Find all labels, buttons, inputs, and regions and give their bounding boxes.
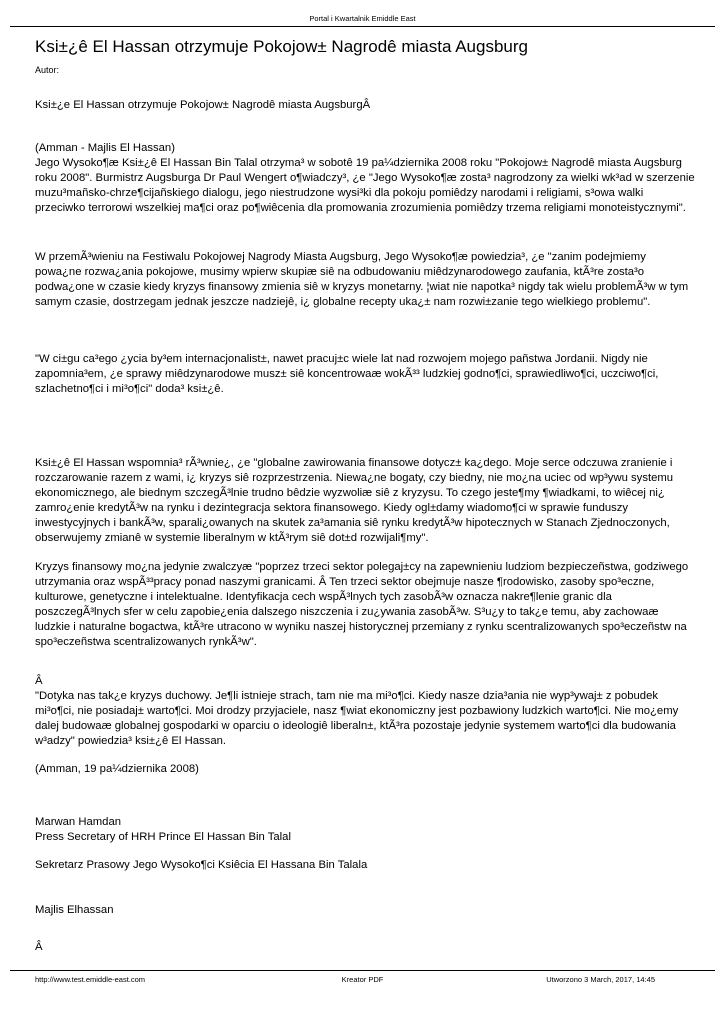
closing-date: (Amman, 19 pa¼dziernika 2008) bbox=[35, 763, 199, 775]
footer-generator: Kreator PDF bbox=[341, 975, 384, 984]
article-paragraph-6: "Dotyka nas tak¿e kryzys duchowy. Je¶li istnieje strach, tam nie ma mi³o¶ci. Kiedy nasze dzia³ania nie wyp³ywaj± z pobudek mi³o¶ci, nie posiadaj± warto¶ci. Moi drodzy przyjaciele, nasz ¶wiat ekonomiczny jest pozbawiony ludzkich warto¶ci. Nie mo¿emy dalej budowaæ globalnej gospodarki w oparciu o ideologiê liberaln±, ktÃ³ra pozostaje jedynie systemem warto¶ci dla budowania w³adzy" powiedzia³ ksi±¿ê El Hassan. bbox=[35, 690, 679, 747]
footer-created: Utworzono 3 March, 2017, 14:45 bbox=[546, 975, 655, 984]
article-lead: Ksi±¿e El Hassan otrzymuje Pokojow± Nagrodê miasta AugsburgÂ bbox=[35, 99, 371, 111]
dateline: (Amman - Majlis El Hassan) bbox=[35, 142, 175, 154]
signature-block bbox=[35, 815, 695, 845]
spacer-glyph: Â bbox=[35, 675, 43, 687]
article-title: Ksi±¿ê El Hassan otrzymuje Pokojow± Nagrodê miasta Augsburg bbox=[35, 37, 528, 56]
paragraph-text: Jego Wysoko¶æ Ksi±¿ê El Hassan Bin Talal otrzyma³ w sobotê 19 pa¼dziernika 2008 roku "Pokojow± Nagrodê miasta Augsburg roku 2008". Burmistrz Augsburga Dr Paul Wengert o¶wiadczy³, ¿e "Jego Wysoko¶æ zosta³ nagrodzony za wielki wk³ad w szerzenie muzu³mañsko-chrze¶cijañskiego dialogu, jego niestrudzone wysi³ki dla pokoju pomiêdzy narodami i religiami, s³owa walki przeciwko terrorowi wszelkiej ma¶ci oraz po¶wiêcenia dla promowania zrozumienia pomiêdzy trzema religiami monoteistycznymi". bbox=[35, 157, 695, 214]
author-label: Autor: bbox=[35, 65, 60, 75]
signature-title-pl: Sekretarz Prasowy Jego Wysoko¶ci Ksiêcia El Hassana Bin Talala bbox=[35, 859, 368, 871]
footer-divider bbox=[10, 970, 715, 971]
article-paragraph-2: W przemÃ³wieniu na Festiwalu Pokojowej Nagrody Miasta Augsburg, Jego Wysoko¶æ powiedzia³, ¿e "zanim podejmiemy powa¿ne rozwa¿ania pokojowe, musimy wpierw skupiæ siê na odbudowaniu miêdzynarodowego zaufania, ktÃ³re zosta³o podwa¿one w czasie kiedy kryzys finansowy zmienia siê w kryzys monetarny. ¦wiat nie napotka³ nigdy tak wielu problemÃ³w w tym samym czasie, dostrzegam jednak jeszcze nadziejê, i¿ globalne recepty uka¿± nam rozwi±zanie tego wielkiego problemu". bbox=[35, 251, 689, 308]
header-divider bbox=[10, 26, 715, 27]
site-header-title: Portal i Kwartalnik Emiddle East bbox=[309, 14, 416, 23]
signature-name: Marwan Hamdan bbox=[35, 816, 122, 828]
spacer-glyph: Â bbox=[35, 941, 43, 953]
article-paragraph-5: Kryzys finansowy mo¿na jedynie zwalczyæ "poprzez trzeci sektor polegaj±cy na zapewnieniu ludziom bezpieczeñstwa, godziwego utrzymania oraz wspÃ³³pracy ponad naszymi granicami. Â Ten trzeci sektor obejmuje nasze ¶rodowisko, zasoby spo³eczne, kulturowe, genetyczne i intelektualne. Identyfikacja cech wspÃ³lnych tych zasobÃ³w oznacza nakre¶lenie granic dla poszczegÃ³lnych sfer w celu zapobie¿enia dalszego niszczenia i zu¿ywania zasobÃ³w. S³u¿y to tak¿e temu, aby zachowaæ ludzkie i naturalne bogactwa, ktÃ³re utracono w wyniku naszej historycznej przemiany z rynku scentralizowanych spo³eczeñstw na spo³eczeñstwa scentralizowanych rynkÃ³w". bbox=[35, 561, 689, 648]
article-paragraph-1 bbox=[35, 141, 695, 216]
footer-url: http://www.test.emiddle-east.com bbox=[35, 975, 146, 984]
signature-title-en: Press Secretary of HRH Prince El Hassan Bin Talal bbox=[35, 831, 291, 843]
signature-org: Majlis Elhassan bbox=[35, 904, 114, 916]
article-paragraph-4: Ksi±¿ê El Hassan wspomnia³ rÃ³wnie¿, ¿e "globalne zawirowania finansowe dotycz± ka¿dego. Moje serce odczuwa zranienie i rozczarowanie razem z wami, i¿ kryzys siê rozprzestrzenia. Niewa¿ne bogaty, czy biedny, nie mo¿na uciec od wp³ywu systemu ekonomicznego, ale biednym szczegÃ³lnie trudno bêdzie wyzwoliæ siê z kryzysu. To czego jeste¶my ¶wiadkami, to wiêcej ni¿ zamro¿enie kredytÃ³w na rynku i dezintegracja sektora finansowego. Kiedy ogl±damy wiadomo¶ci w sprawie funduszy inwestycyjnych i bankÃ³w, sparali¿owanych na skutek za³amania siê rynku kredytÃ³w hipotecznych w Stanach Zjednoczonych, obserwujemy zmianê w systemie liberalnym w ktÃ³rym siê dot±d rozwijali¶my". bbox=[35, 457, 674, 544]
article-paragraph-3: "W ci±gu ca³ego ¿ycia by³em internacjonalist±, nawet pracuj±c wiele lat nad rozwojem mojego pañstwa Jordanii. Nigdy nie zapomnia³em, ¿e sprawy miêdzynarodowe musz± siê koncentrowaæ wokÃ³³ ludzkiej godno¶ci, sprawiedliwo¶ci, uczciwo¶ci, szlachetno¶ci i mi³o¶ci" doda³ ksi±¿ê. bbox=[35, 353, 659, 395]
